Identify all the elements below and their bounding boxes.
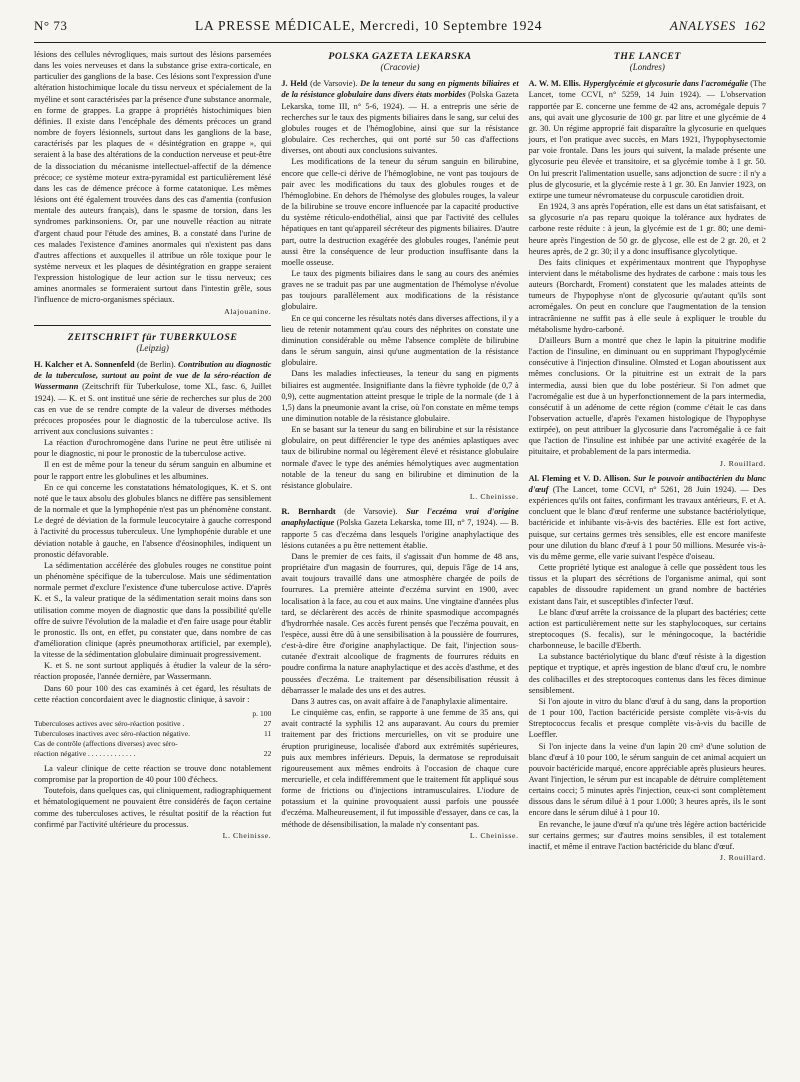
- article-lead: [281, 78, 518, 156]
- table-row-label: Cas de contrôle (affections diverses) avec séro-: [34, 738, 178, 748]
- journal-title: POLSKA GAZETA LEKARSKA: [328, 51, 472, 62]
- author-signature: L. Cheinisse.: [222, 830, 272, 840]
- table-row-value: 11: [264, 728, 272, 738]
- section-divider: [34, 325, 271, 326]
- article-title: Contribution au diagnostic de la tuberculose, surtout au point de vue de la séro-réaction de Wassermann: [34, 360, 272, 392]
- article-lead: [529, 473, 766, 562]
- table-row-value: 27: [263, 718, 272, 728]
- paragraph: En 1924, 3 ans après l'opération, elle est dans un état satisfaisant, et sa glycosurie n'a pas reparu quoique la tolérance aux hydrates de carbone reste réduite : à jeun, la glycémie est de 1 gr. 80; une demi-heure après l'ingestion de 50 gr. de glycose, elle est de 2 gr. 20, et 2 heures après, de 2 gr. 30; il y a donc insuffisance glycolytique.: [528, 202, 766, 256]
- paragraph: En ce qui concerne les résultats notés dans diverses affections, il y a lieu de retenir notamment qu'au cours des néphrites on constate une diminution considérable ou même l'absence complète de bilirubine dans le sérum sanguin, ainsi qu'une augmentation de la résistance globulaire.: [281, 313, 519, 368]
- author-signature: L. Cheinisse.: [469, 830, 519, 840]
- article-authors: H. Kalcher et A. Sonnenfeld: [34, 360, 135, 370]
- paragraph: Dans le premier de ces faits, il s'agissait d'un homme de 48 ans, propriétaire d'un magasin de fourrures, qui, depuis l'âge de 14 ans, avait toujours travaillé dans une atmosphère chargée de poils de fourrures. La première atteinte d'eczéma survint en 1900, avec localisation à la face, au cou et aux mains. Une vingtaine d'années plus tard, se déclarèrent des accès de rhinite spasmodique accompagnés d'hydrorrhée nasale. Ces accès furent pensés que l'eczéma pouvait, en l'espèce, aussi être dû à une sensibilisation à la poussière de fourrures, c'est-à-dire être d'origine anaphylactique. De fait, l'injection sous-cutanée d'extrait alcoolique de fragments de fourrures réduits en poudre confirma la nature anaphylactique et des accès d'asthme, et des poussées d'eczéma. Le traitement par désensibilisation réussit à débarrasser le malade des uns et des autres.: [281, 551, 519, 695]
- journal-masthead: LA PRESSE MÉDICALE, Mercredi, 10 Septembre 1924: [194, 18, 543, 33]
- paragraph: Dans 3 autres cas, on avait affaire à de l'anaphylaxie alimentaire.: [291, 696, 508, 706]
- article-authors: A. W. M. Ellis.: [528, 79, 581, 89]
- paragraph: Les modifications de la teneur du sérum sanguin en bilirubine, encore que celle-ci dérive de l'hémoglobine, ne vont pas toujours de pair avec les modifications du taux des globules rouges et de l'hémoglobine. En dehors de l'hémolyse des globules rouges, la valeur de la bilirubine se trouve encore influencée par la capacité productive du système réticulo-endothélial, ainsi que par l'activité des cellules hépatiques en tant qu'appareil sécréteur des pigments biliaires. D'autre part, outre la destruction exagérée des globules rouges, l'anémie peut aussi être la conséquence de leur production insuffisante dans la moelle osseuse.: [281, 157, 519, 267]
- author-location: (de Varsovie).: [307, 79, 361, 89]
- page-number: 162: [744, 18, 766, 33]
- table-unit: p. 100: [252, 708, 272, 718]
- journal-city: (Londres): [629, 62, 665, 73]
- paragraph: Dans les maladies infectieuses, la teneur du sang en pigments biliaires est augmentée. Insignifiante dans la fièvre typhoïde (de 0,7 à 0,9), cette augmentation atteint presque le triple de la normale (de 1 à 1,5) dans la pneumonie avant la crise, où l'on constate en même temps une diminution notable de la résistance globulaire.: [281, 369, 519, 423]
- column-2: [281, 49, 518, 865]
- article-title: Sur l'eczéma vrai d'origine anaphylactique: [281, 507, 519, 528]
- page-header: [34, 18, 766, 43]
- section-name: ANALYSES: [669, 18, 737, 33]
- table-row: [34, 739, 271, 749]
- journal-title: THE LANCET: [613, 51, 681, 62]
- table-row: [34, 749, 271, 759]
- article-reference: (Polska Gazeta Lekarska, tome III, n° 5-6, 1924). — H. a entrepris une série de recherches sur le taux des pigments biliaires dans le sang, sur celui des globules rouges et de l'hémoglobine, ainsi que sur la résistance globulaire. Ces recherches, qui ont porté sur 50 cas d'affections diverses, ont abouti aux conclusions suivantes.: [281, 90, 519, 156]
- table-row-value: 22: [263, 748, 272, 758]
- paragraph: Dans 60 pour 100 des cas examinés à cet égard, les résultats de cette réaction concordaient avec le diagnostic clinique, à savoir :: [34, 683, 272, 704]
- paragraph: Si l'on ajoute in vitro du blanc d'œuf à du sang, dans la proportion de 1 pour 100, l'action bactéricide persiste complète vis-à-vis du Streptococcus fecalis et presque complète vis-à-vis du bacille de Loeffler.: [528, 696, 766, 740]
- paragraph: Toutefois, dans quelques cas, qui cliniquement, radiographiquement et hématologiquement ne pouvaient être considérés de façon certaine comme des tuberculoses actives, le résultat positif de la réaction fut confirmé par l'activité ultérieure du processus.: [34, 786, 272, 829]
- article-title: Sur le pouvoir antibactérien du blanc d'œuf: [528, 473, 766, 494]
- column-3: [529, 49, 766, 865]
- issue-number: N° 73: [34, 18, 68, 33]
- paragraph: Le cinquième cas, enfin, se rapporte à une femme de 35 ans, qui avait contracté la syphilis 12 ans auparavant. Au cours du premier traitement par des frictions mercurielles, on vit se produire une éruption prurigineuse, localisée d'abord aux extrémités supérieures, puis aux membres inférieurs. Depuis, la dermatose se reproduisait rigoureusement aux mêmes endroits à l'occasion de chaque cure mercurielle, et cela indifféremment que le traitement fût appliqué sous forme de frictions ou d'injections intramusculaires. L'iodure de potassium et la quinine provoquaient aussi parfois une poussée d'eczéma. Malheureusement, il fut impossible d'essayer, dans ce cas, la méthode de désensibilisation, la malade n'y consentant pas.: [281, 708, 519, 829]
- paragraph: Cette propriété lytique est analogue à celle que possèdent tous les tissus et la plupart des sécrétions de l'organisme animal, qui sont capables de dissoudre rapidement un grand nombre de bactéries existant dans l'air, et susceptibles d'infecter l'œuf.: [528, 563, 766, 606]
- paragraph: En se basant sur la teneur du sang en bilirubine et sur la résistance globulaire, on peut différencier le type des anémies aplastiques avec taux de bilirubine normal ou légèrement élevé et résistance globulaire normale d'avec le type des anémies hémolytiques avec augmentation notable de la teneur du sang en bilirubine et diminution de la résistance globulaire.: [281, 425, 519, 490]
- paragraph: La substance bactériolytique du blanc d'œuf résiste à la digestion peptique et tryptique, et après ingestion de blanc d'œuf cru, le nombre des colibacilles et des streptocoques contenus dans les fèces diminue sensiblement.: [528, 652, 766, 695]
- article-lead: [529, 78, 766, 201]
- article-authors: R. Bernhardt: [281, 507, 336, 517]
- article-reference: (Polska Gazeta Lekarska, tome III, n° 7, 1924). — B. rapporte 5 cas d'eczéma dans lesquels l'origine anaphylactique des lésions cutanées a pu être nettement établie.: [281, 518, 519, 550]
- paragraph: La réaction d'urochromogène dans l'urine ne peut être utilisée ni pour le diagnostic, ni pour le pronostic de la tuberculose active.: [34, 438, 272, 459]
- section-label: [670, 18, 766, 34]
- paragraph: La valeur clinique de cette réaction se trouve donc notablement compromise par la proportion de 40 pour 100 d'échecs.: [34, 763, 272, 785]
- paragraph: Le blanc d'œuf arrête la croissance de la plupart des bactéries; cette action est particulièrement nette sur les staphylocoques, sur certains streptocoques (S. fecalis), sur le méningocoque, la bactéridie charbonneuse, le bacille d'Eberth.: [528, 607, 766, 651]
- journal-title: ZEITSCHRIFT für TUBERKULOSE: [67, 331, 238, 343]
- paragraph: lésions des cellules névrogliques, mais surtout des lésions parsemées dans les voies nerveuses et dans la substance grise extra-corticale, en particulier des ganglions de la base. Ces lésions sont l'expression d'une altération histochimique locale du tissu nerveux et spécialement de la myéline et sont caractérisées par la présence d'une substance anormale, en forme de grappes. La grappe à propriétés histochimiques bien définies. Il existe dans l'encéphale des déments précoces un grand nombre de foyers lésionnels, surtout dans les ganglions de la base, caractérisés par les plaques de « désintégration en grappe », qui seraient à la base des altérations de la conduction nerveuse et peut-être de la dissociation du mécanisme intellectuel-affectif de la démence précoce; ce système moteur extra-pyramidal est particulièrement lésé dans les cas de démence précoce à forme catatonique. Les mêmes lésions ont été également trouvées dans des cas d'amentia (confusion mentale des auteurs français), dans le spasme de torsion, dans les syndromes parkinsoniens. Or, par une nouvelle réaction au nitrate d'argent chaud pour l'étude des amines, B. a constaté dans l'urine de ces malades l'existence d'amines anormales qui n'existent pas dans d'autres affections et auxquelles il attribue un rôle toxique pour le système nerveux et les plaques de désintégration en grappe seraient l'expression histologique de leur action sur le tissu nerveux; ces amines anormales se formeraient surtout dans l'intestin grêle, sous l'influence de micro-organismes spéciaux.: [34, 50, 272, 305]
- columns: [34, 49, 766, 865]
- article-lead: [34, 359, 271, 437]
- table-row-value: [267, 739, 271, 749]
- article-reference: (The Lancet, tome CCVI, n° 5261, 28 Juin 1924). — Des expériences qu'ils ont faites, confirmant les travaux antérieurs, F. et A. concluent que le blanc d'œuf renferme une substance bactériolytique, bactéricide et inhibante vis-à-vis des bactéries. Elle est fort active, puisque, sur certains germes très sensibles, elle est encore manifeste pour une dilution du blanc d'œuf à 1 pour 50 millions. Mesurée vis-à-vis du même germe, elle varie suivant l'espèce d'oiseau.: [528, 484, 766, 561]
- results-table: [34, 709, 271, 759]
- author-signature: Alajouanine.: [224, 306, 272, 316]
- article-authors: Al. Fleming et V. D. Allison.: [528, 473, 631, 483]
- paragraph: Le taux des pigments biliaires dans le sang au cours des anémies graves ne se traduit pas par une augmentation de l'hémolyse n'évolue pas toujours parallèlement aux modifications de la résistance globulaire.: [281, 268, 519, 312]
- paragraph: En revanche, le jaune d'œuf n'a qu'une très légère action bactéricide sur certains germes; sur d'autres moins sensibles, il est totalement inactif, et même il entrave l'action bactéricide du blanc d'œuf.: [528, 819, 766, 851]
- paragraph: Il en est de même pour la teneur du sérum sanguin en albumine et pour le rapport entre les globulines et les albumines.: [34, 460, 272, 481]
- table-row-label: Tuberculoses inactives avec séro-réaction négative.: [34, 728, 190, 738]
- article-authors: J. Held: [281, 79, 308, 89]
- author-signature: J. Rouillard.: [719, 458, 766, 468]
- article-reference: (The Lancet, tome CCVI, n° 5259, 14 Juin 1924). — L'observation rapportée par E. concerne une femme de 42 ans, acromégale depuis 7 ans, qui avait une glycosurie de 100 gr. par litre et une glycémie de 4 gr. 30. Un régime approprié fait disparaître la glycosurie en quelques jours, et l'on pratique avec succès, en Mars 1921, l'hypophysectomie par voie frontale. Dans les jours qui suivent, la malade présente une glycosurie peu élevée et transitoire, et sa glycémie tombe à 1 gr. 50. On lui prescrit l'alimentation usuelle, sans adjonction de sucre : il n'y a plus de glycosurie, et la glycémie reste à 1 gr. 30. En Janvier 1923, on extirpe une tumeur névromateuse du corpuscule carotidien droit.: [528, 79, 766, 200]
- article-reference: (Zeitschrift für Tuberkulose, tome XL, fasc. 6, Juillet 1924). — K. et S. ont institué une série de recherches sur plus de 200 cas en vue de se rendre compte de la valeur de diverses méthodes précoces proposées pour le diagnostic de la tuberculose active. Ils arrivent aux conclusions suivantes :: [34, 382, 272, 436]
- author-signature: L. Cheinisse.: [469, 492, 519, 502]
- author-location: (de Varsovie).: [335, 507, 407, 517]
- author-signature: J. Rouillard.: [719, 853, 766, 863]
- paragraph: En ce qui concerne les constatations hématologiques, K. et S. ont noté que le taux absolu des globules blancs ne diffère pas sensiblement de la normale et que la lymphopénie n'est pas un phénomène constant. Le degré de déviation de la formule leucocytaire à gauche correspond à l'activité du processus tuberculeux. Une lymphopénie durable et une déviation notable à gauche, en l'absence d'éosinophiles, indiquent un pronostic défavorable.: [34, 482, 272, 559]
- paragraph: Si l'on injecte dans la veine d'un lapin 20 cm³ d'une solution de blanc d'œuf à 10 pour 100, le sérum sanguin de cet animal acquiert un pouvoir bactéricide marqué, encore appréciable après plusieurs heures. Avant l'injection, le sérum pur est incapable de détruire complètement certains cocci; 5 minutes après l'injection, ceux-ci sont complètement dissous dans le sérum dilué à 1 pour 1.000; 3 heures après, ils le sont encore dans le sérum dilué à 1 pour 10.: [528, 741, 766, 818]
- journal-city: (Leipzig): [136, 342, 169, 353]
- article-lead: [281, 506, 518, 551]
- article-title: De la teneur du sang en pigments biliaires et de la résistance globulaire dans divers états morbides: [281, 79, 519, 100]
- journal-city: (Cracovie): [380, 62, 420, 73]
- column-1: [34, 49, 271, 865]
- article-title: Hyperglycémie et glycosurie dans l'acromégalie: [580, 79, 748, 89]
- paragraph: La sédimentation accélérée des globules rouges ne constitue point un phénomène spécifique de la tuberculose. Mais une sédimentation normale permet d'exclure l'existence d'une tuberculose active. D'après K. et S., la valeur pratique de la sédimentation serait moins dans son utilisation comme moyen de diagnostic que dans la possibilité qu'elle offre de suivre l'évolution de la maladie et d'en faire usage pour établir le pronostic. Ils ont, en effet, pu constater que, dans nombre de cas d'amélioration clinique (après pneumothorax artificiel, par exemple), la vitesse de la sédimentation globulaire diminuait progressivement.: [34, 560, 272, 660]
- paragraph: K. et S. ne sont surtout appliqués à étudier la valeur de la séro-réaction proposée, l'année dernière, par Wassermann.: [34, 661, 272, 682]
- table-row: [34, 729, 271, 739]
- table-row-label: Tuberculoses actives avec séro-réaction positive .: [34, 718, 185, 728]
- author-location: (de Berlin).: [134, 360, 179, 370]
- paragraph: D'ailleurs Burn a montré que chez le lapin la pituitrine modifie l'action de l'insuline, en diminuant ou en supprimant l'hypoglycémie consécutive à l'injection d'insuline. Olmsted et Logan aboutissent aux mêmes conclusions. Or la pituitrine est un extrait de la pars intermedia, aussi bien que du lobe postérieur. Si l'on admet que l'acromégalie est due à un hyperfonctionnement de la pars intermedia, consécutif à un adénome de cette région (comme c'était le cas dans l'observation actuelle, d'après l'examen histologique de l'hypophyse extirpée), on peut attribuer la glycosurie dans l'acromégalie à ce fait que l'action de l'insuline est inhibée par une activité exagérée de la pituitaire, et probablement de la pars intermedia.: [528, 335, 766, 457]
- table-row: [34, 719, 271, 729]
- paragraph: Des faits cliniques et expérimentaux montrent que l'hypophyse intervient dans le métabolisme des hydrates de carbone : mais tous les auteurs (Borchardt, Froment) constatent que les malades atteints de tumeurs de l'hypophyse n'ont de glycosurie qu'autant qu'ils sont acromégales. On peut en conclure que l'augmentation de la tension intracrânienne ne suffit pas à elle seule à expliquer le trouble du métabolisme hydro-carboné.: [528, 257, 766, 334]
- table-row-label: réaction négative . . . . . . . . . . . . .: [34, 748, 136, 758]
